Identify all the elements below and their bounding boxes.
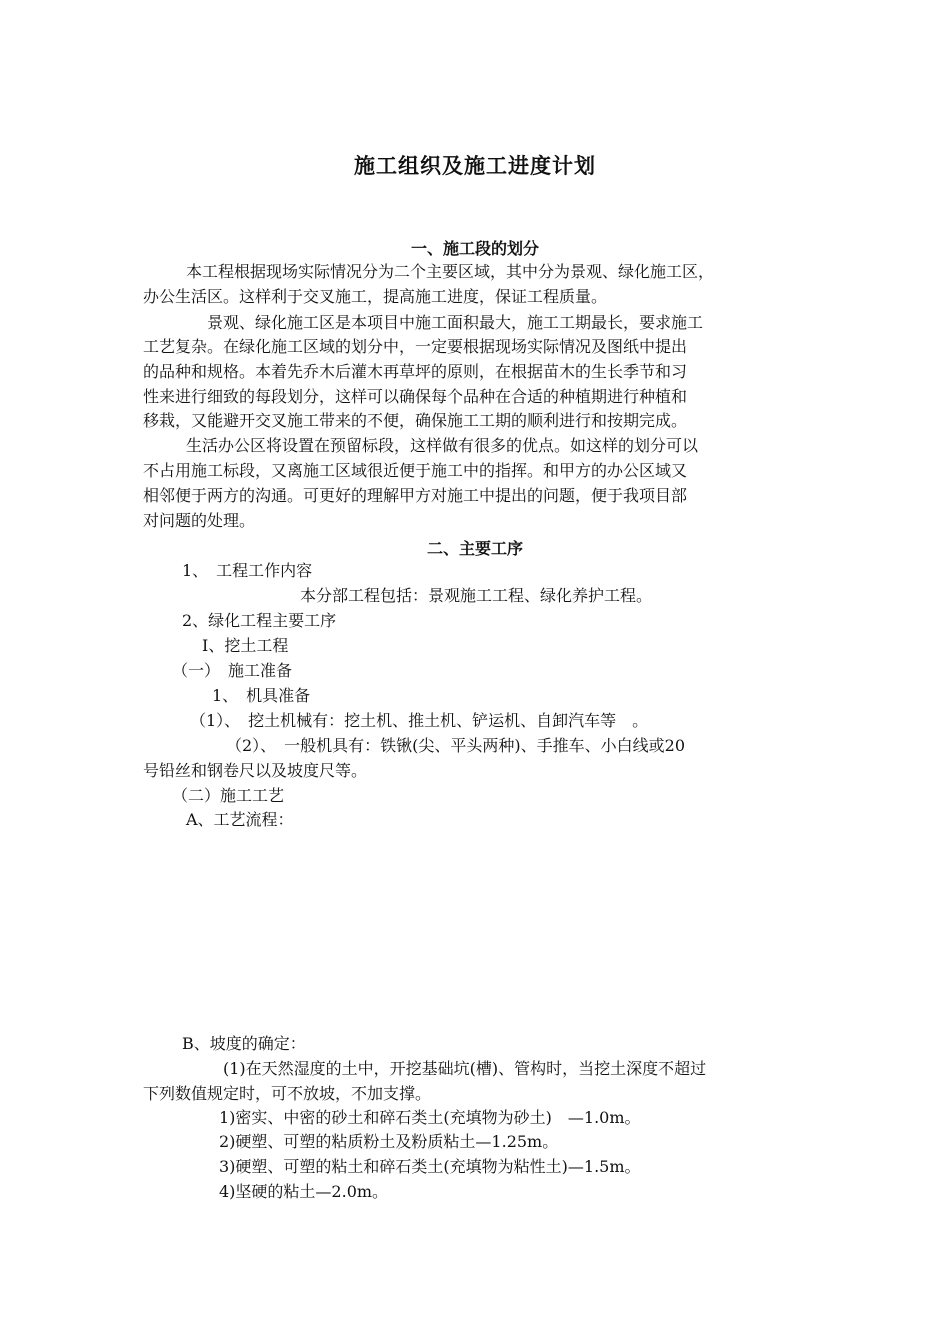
list-item: 1)密实、中密的砂土和碎石类土(充填物为砂土) —1.0m。 [219,1108,641,1127]
paragraph-line: 不占用施工标段，又离施工区域很近便于施工中的指挥。和甲方的办公区域又 [143,461,688,480]
list-item: 2)硬塑、可塑的粘质粉土及粉质粘土—1.25m。 [219,1132,559,1151]
section-heading-2: 二、主要工序 [426,539,523,558]
paragraph-line: 本分部工程包括：景观施工工程、绿化养护工程。 [300,586,653,605]
paragraph-line: 号铅丝和钢卷尺以及坡度尺等。 [143,761,368,780]
list-item: 1、 工程工作内容 [182,561,313,580]
paragraph-line: 的品种和规格。本着先乔木后灌木再草坪的原则，在根据苗木的生长季节和习 [143,362,688,381]
list-item: 2、绿化工程主要工序 [182,611,337,630]
list-item: A、工艺流程： [186,810,294,829]
list-item: （2）、 一般机具有：铁锹(尖、平头两种)、手推车、小白线或20 [226,736,686,755]
paragraph-line: 下列数值规定时，可不放坡，不加支撑。 [143,1084,432,1103]
paragraph-line: 本工程根据现场实际情况分为二个主要区域，其中分为景观、绿化施工区， [186,262,715,281]
document-title: 施工组织及施工进度计划 [354,154,596,178]
paragraph-line: 景观、绿化施工区是本项目中施工面积最大，施工工期最长，要求施工 [207,313,704,332]
paragraph-line: 办公生活区。这样利于交叉施工，提高施工进度，保证工程质量。 [143,287,608,306]
paragraph-line: 工艺复杂。在绿化施工区域的划分中，一定要根据现场实际情况及图纸中提出 [143,337,688,356]
list-item: B、坡度的确定： [182,1034,306,1053]
list-item: 1、 机具准备 [212,686,311,705]
list-item: （一） 施工准备 [172,661,293,680]
paragraph-line: 移栽，又能避开交叉施工带来的不便，确保施工工期的顺利进行和按期完成。 [143,411,688,430]
list-item: （1）、 挖土机械有：挖土机、推土机、铲运机、自卸汽车等 。 [190,711,649,730]
list-item: 3)硬塑、可塑的粘土和碎石类土(充填物为粘性土)—1.5m。 [219,1157,641,1176]
paragraph-line: 对问题的处理。 [143,511,256,530]
list-item: Ⅰ、挖土工程 [202,636,289,655]
paragraph-line: 生活办公区将设置在预留标段，这样做有很多的优点。如这样的划分可以 [186,436,699,455]
paragraph-line: (1)在天然湿度的土中，开挖基础坑(槽)、管构时，当挖土深度不超过 [223,1059,707,1078]
list-item: （二）施工工艺 [172,786,285,805]
list-item: 4)坚硬的粘土—2.0m。 [219,1182,389,1201]
section-heading-1: 一、施工段的划分 [410,239,539,258]
paragraph-line: 相邻便于两方的沟通。可更好的理解甲方对施工中提出的问题，便于我项目部 [143,486,688,505]
paragraph-line: 性来进行细致的每段划分，这样可以确保每个品种在合适的种植期进行种植和 [143,387,688,406]
